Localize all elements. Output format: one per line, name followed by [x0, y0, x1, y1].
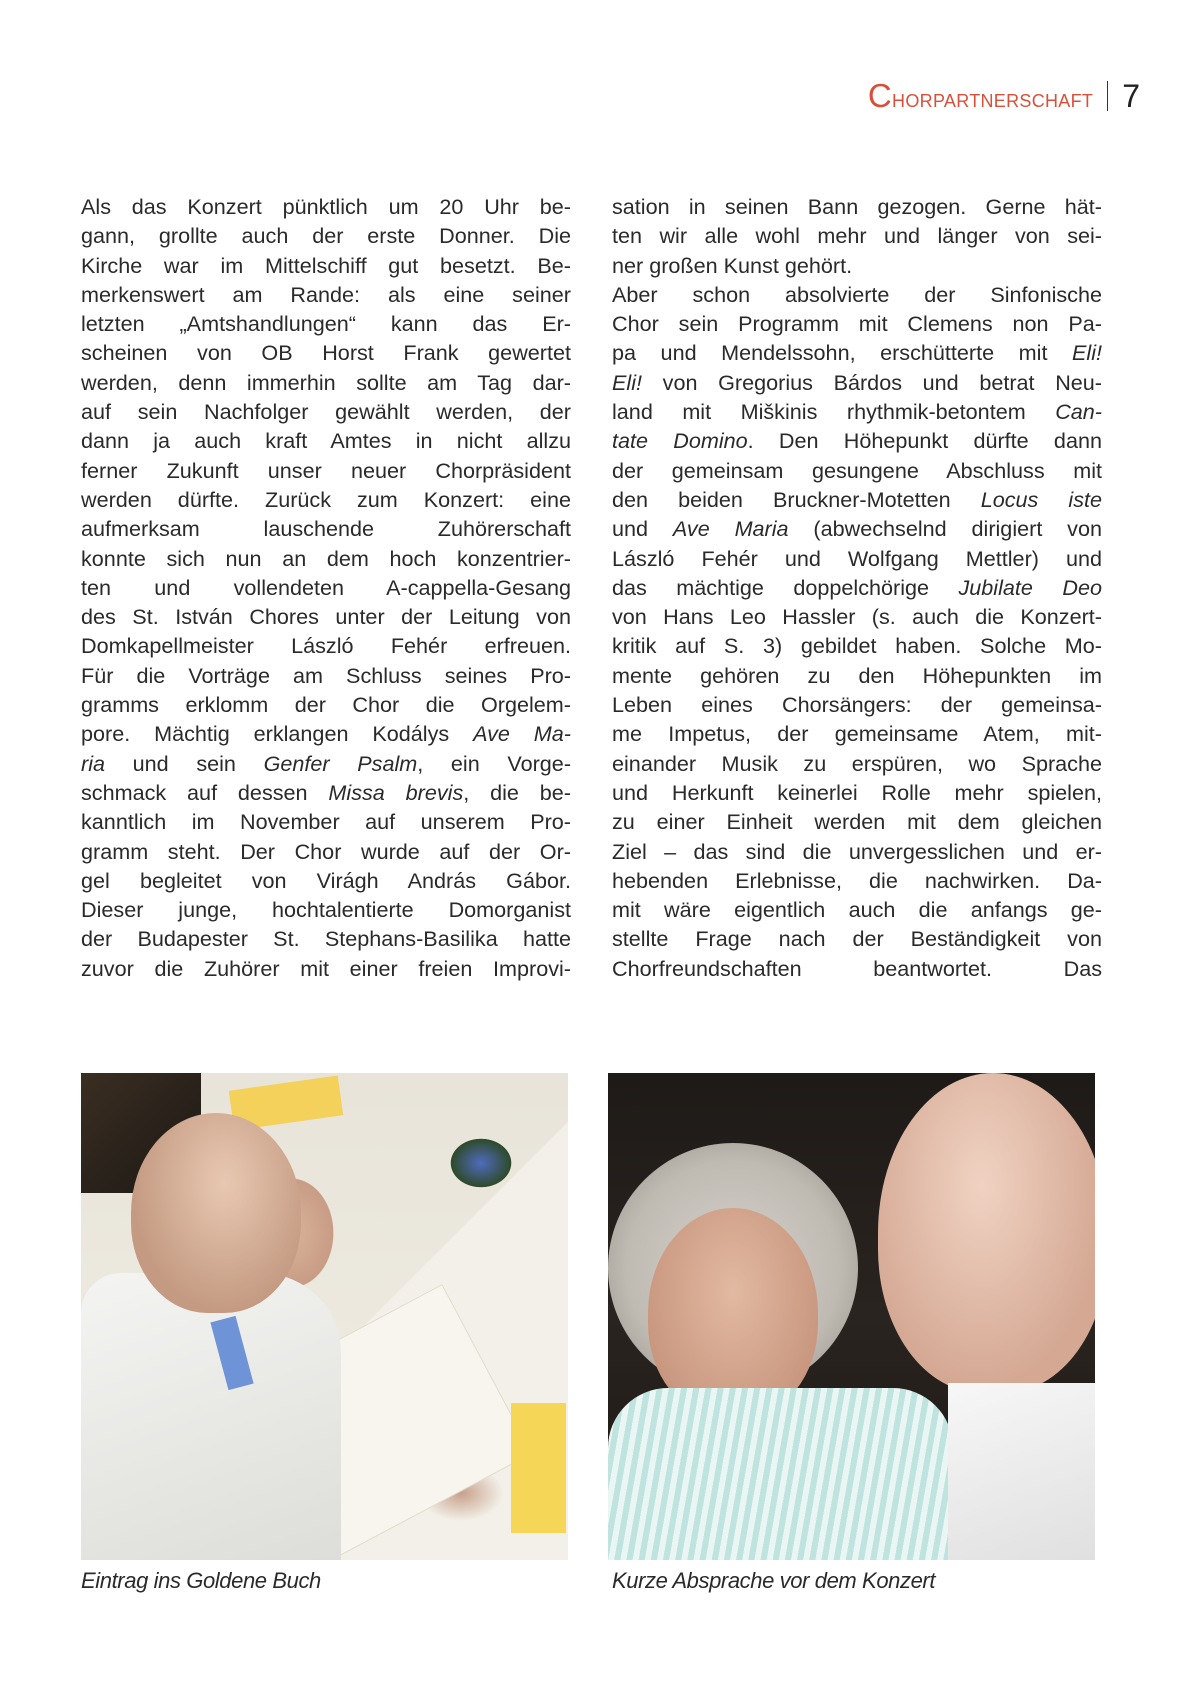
text-line [612, 514, 1102, 543]
text-line: Kirche war im Mittelschiff gut besetzt. Be- [81, 252, 571, 278]
work-title: Locus iste [980, 486, 1102, 512]
text-line: Dieser junge, hochtalentierte Domorganist [81, 897, 571, 923]
text-line: ner großen Kunst gehört. [612, 252, 853, 278]
text-line: aufmerksam lauschende Zuhörerschaft [81, 516, 571, 542]
article-column-left [81, 192, 571, 983]
text-line: Ziel – das sind die unvergesslichen und er- [612, 838, 1102, 864]
article-column-right [612, 192, 1102, 983]
text-line: scheinen von OB Horst Frank gewertet [81, 340, 571, 366]
work-title: Can- [1055, 399, 1102, 425]
text-run: land mit Miškinis rhythmik-betontem [612, 399, 1056, 425]
text-line [612, 426, 1102, 455]
text-line: zuvor die Zuhörer mit einer freien Improvi- [81, 955, 571, 981]
text-line: Chor sein Programm mit Clemens non Pa- [612, 311, 1102, 337]
text-line: letzten „Amtshandlungen“ kann das Er- [81, 311, 571, 337]
text-run: und [612, 516, 673, 542]
text-run: das mächtige doppelchörige [612, 574, 959, 600]
text-line: zu einer Einheit werden mit dem gleichen [612, 809, 1102, 835]
text-line [612, 397, 1102, 426]
text-line: auf sein Nachfolger gewählt werden, der [81, 399, 571, 425]
work-title: tate Domino [612, 428, 748, 454]
section-title-initial: C [867, 77, 893, 114]
text-run: , die be- [463, 779, 571, 805]
text-line: werden, denn immerhin sollte am Tag dar- [81, 369, 571, 395]
text-line: Aber schon absolvierte der Sinfonische [612, 281, 1102, 307]
text-run: pa und Mendelssohn, erschütterte mit [612, 340, 1072, 366]
work-title: Jubilate Deo [958, 574, 1102, 600]
text-line: merkenswert am Rande: als eine seiner [81, 281, 571, 307]
photo-detail-white-shirt [948, 1383, 1095, 1560]
text-line: konnte sich nun an dem hoch konzentrier- [81, 545, 571, 571]
section-title [868, 77, 1093, 115]
text-line [81, 749, 571, 778]
text-line: Domkapellmeister László Fehér erfreuen. [81, 633, 571, 659]
text-line: hebenden Erlebnisse, die nachwirken. Da- [612, 867, 1102, 893]
text-line: László Fehér und Wolfgang Mettler) und [612, 545, 1102, 571]
text-line: gel begleitet von Virágh András Gábor. [81, 867, 571, 893]
text-line: ten und vollendeten A-cappella-Gesang [81, 574, 571, 600]
text-line [612, 573, 1102, 602]
text-line [612, 368, 1102, 397]
text-run: schmack auf dessen [81, 779, 329, 805]
section-title-rest: horpartnerschaft [892, 85, 1094, 113]
text-run: und sein [105, 750, 264, 776]
photo-detail-shirt [81, 1273, 341, 1560]
text-run: den beiden Bruckner-Motetten [612, 486, 981, 512]
text-line: kanntlich im November auf unserem Pro- [81, 809, 571, 835]
photo-caption: Eintrag ins Goldene Buch [81, 1568, 321, 1593]
work-title: Genfer Psalm [263, 750, 418, 776]
text-run: pore. Mächtig erklangen Kodálys [81, 721, 474, 747]
text-line: einander Musik zu erspüren, wo Sprache [612, 750, 1102, 776]
photo-detail-head [878, 1073, 1095, 1393]
text-run: von Gregorius Bárdos und betrat Neu- [642, 369, 1102, 395]
work-title: ria [81, 750, 105, 776]
text-line: der gemeinsam gesungene Abschluss mit [612, 457, 1102, 483]
text-line: Leben eines Chorsängers: der gemeinsa- [612, 692, 1102, 718]
text-line [612, 485, 1102, 514]
text-line: Als das Konzert pünktlich um 20 Uhr be- [81, 194, 571, 219]
work-title: Eli! [1072, 340, 1102, 366]
text-line: und Herkunft keinerlei Rolle mehr spielen, [612, 779, 1102, 805]
text-line: sation in seinen Bann gezogen. Gerne hät- [612, 194, 1102, 219]
text-line [81, 719, 571, 748]
photo-detail-face [648, 1208, 818, 1418]
text-line: von Hans Leo Hassler (s. auch die Konzert- [612, 604, 1102, 630]
text-run: , ein Vorge- [417, 750, 572, 776]
page-header [868, 76, 1140, 116]
text-line: werden dürfte. Zurück zum Konzert: eine [81, 486, 571, 512]
text-line: mit wäre eigentlich auch die anfangs ge- [612, 897, 1102, 923]
photo-guestbook-signing [81, 1073, 568, 1560]
text-line: Chorfreundschaften beantwortet. Das [612, 955, 1102, 981]
photo-conversation [608, 1073, 1095, 1560]
work-title: Ave Maria [672, 516, 789, 542]
text-line: stellte Frage nach der Beständigkeit von [612, 926, 1102, 952]
page-number: 7 [1122, 77, 1140, 114]
work-title: Ave Ma- [473, 721, 571, 747]
text-run: (abwechselnd dirigiert von [788, 516, 1102, 542]
photo-detail-napkin [511, 1403, 566, 1533]
text-line: Für die Vorträge am Schluss seines Pro- [81, 662, 571, 688]
text-run: . Den Höhepunkt dürfte dann [747, 428, 1102, 454]
photo-detail-head [131, 1113, 301, 1313]
text-line: mente gehören zu den Höhepunkten im [612, 662, 1102, 688]
text-line: kritik auf S. 3) gebildet haben. Solche Mo- [612, 633, 1102, 659]
text-line: der Budapester St. Stephans-Basilika hatte [81, 926, 571, 952]
photo-caption: Kurze Absprache vor dem Konzert [612, 1568, 936, 1593]
text-line: des St. István Chores unter der Leitung von [81, 604, 571, 630]
text-line: gramm steht. Der Chor wurde auf der Or- [81, 838, 571, 864]
header-divider [1107, 81, 1108, 111]
text-line [612, 338, 1102, 367]
photo-detail-striped-shirt [608, 1388, 953, 1560]
text-line [81, 778, 571, 807]
text-line: dann ja auch kraft Amtes in nicht allzu [81, 428, 571, 454]
text-line: ten wir alle wohl mehr und länger von sei- [612, 223, 1102, 249]
work-title: Missa brevis [328, 779, 464, 805]
text-line: gann, grollte auch der erste Donner. Die [81, 223, 571, 249]
text-line: me Impetus, der gemeinsame Atem, mit- [612, 721, 1102, 747]
text-line: ferner Zukunft unser neuer Chorpräsident [81, 457, 571, 483]
text-line: gramms erklomm der Chor die Orgelem- [81, 692, 571, 718]
work-title: Eli! [612, 369, 642, 395]
